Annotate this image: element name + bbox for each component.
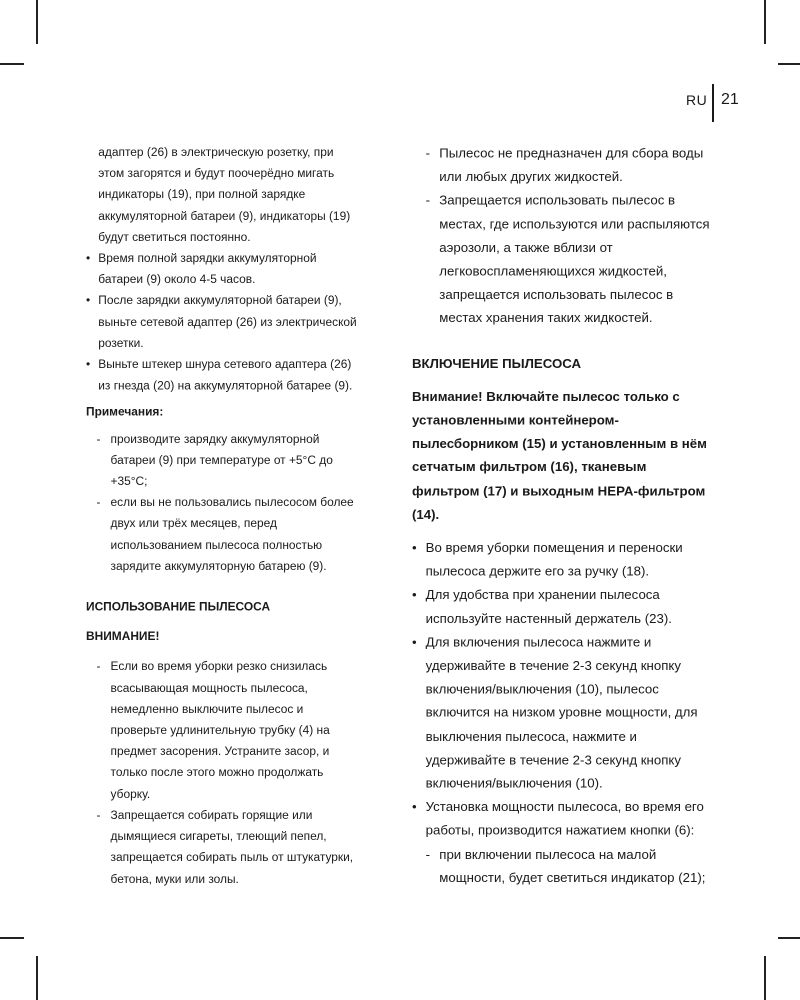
crop-mark-bottom-right-v xyxy=(764,956,766,1000)
header-divider xyxy=(712,84,714,122)
note-item: - производите зарядку аккумуляторной батареи (9) при температуре от +5°C до +35°C; xyxy=(86,428,360,492)
crop-mark-top-right-v xyxy=(764,0,766,44)
list-item: • Установка мощности пылесоса, во время его работы, производится нажатием кнопки (6): xyxy=(412,796,716,843)
list-item: • Выньте штекер шнура сетевого адаптера (26) из гнезда (20) на аккумуляторной батарее (9). xyxy=(86,354,360,396)
list-item: • Время полной зарядки аккумуляторной батареи (9) около 4-5 часов. xyxy=(86,248,360,290)
warning-item: - Пылесос не предназначен для сбора воды или любых других жидкостей. xyxy=(412,142,716,189)
left-column xyxy=(86,142,360,890)
warning-item: - Запрещается использовать пылесос в местах, где используются или распыляются аэрозоли, а также вблизи от легковоспламеняющихся жидкостей, запрещается использовать пылесос в местах хранения таких жидкостей. xyxy=(412,189,716,330)
section-heading-switch-on: ВКЛЮЧЕНИЕ ПЫЛЕСОСА xyxy=(412,355,582,371)
warning-heading: ВНИМАНИЕ! xyxy=(86,629,160,643)
notes-heading: Примечания: xyxy=(86,405,164,419)
list-item: • Для включения пылесоса нажмите и удерживайте в течение 2-3 секунд кнопку включения/выключения (10), пылесос включится на низком уровне мощности, для выключения пылесоса, нажмите и удерживайте в течение 2-3 секунд кнопку включения/выключения (10). xyxy=(412,631,716,796)
bold-warning-paragraph: Внимание! Включайте пылесос только с установленными контейнером-пылесборником (15) и установленным в нём сетчатым фильтром (16), тканевым фильтром (17) и выходным HEPA-фильтром (14). xyxy=(412,389,707,522)
page-number: 21 xyxy=(721,91,739,108)
list-item: • После зарядки аккумуляторной батареи (9), выньте сетевой адаптер (26) из электрической розетки. xyxy=(86,291,360,355)
warning-item: - Запрещается собирать горящие или дымящиеся сигареты, тлеющий пепел, запрещается собирать пыль от штукатурки, бетона, муки или золы. xyxy=(86,805,360,890)
crop-mark-bottom-left-v xyxy=(36,956,38,1000)
section-heading-usage: ИСПОЛЬЗОВАНИЕ ПЫЛЕСОСА xyxy=(86,599,271,613)
crop-mark-bottom-left-h xyxy=(0,937,24,939)
list-item: • Во время уборки помещения и переноски пылесоса держите его за ручку (18). xyxy=(412,536,716,583)
warning-item: - Если во время уборки резко снизилась всасывающая мощность пылесоса, немедленно выключите пылесос и проверьте удлинительную трубку (4) на предмет засорения. Устраните засор, и только после этого можно продолжать уборку. xyxy=(86,656,360,805)
language-code: RU xyxy=(686,92,708,108)
right-column xyxy=(412,142,716,890)
continued-paragraph: адаптер (26) в электрическую розетку, при этом загорятся и будут поочерёдно мигать индикаторы (19), при полной зарядке аккумуляторной батареи (9), индикаторы (19) будут светиться постоянно. xyxy=(98,145,351,244)
crop-mark-bottom-right-h xyxy=(778,937,800,939)
sub-list-item: - при включении пылесоса на малой мощности, будет светиться индикатор (21); xyxy=(412,843,716,890)
crop-mark-top-left-v xyxy=(36,0,38,44)
crop-mark-top-right-h xyxy=(778,63,800,65)
list-item: • Для удобства при хранении пылесоса используйте настенный держатель (23). xyxy=(412,584,716,631)
note-item: - если вы не пользовались пылесосом более двух или трёх месяцев, перед использованием пылесоса полностью зарядите аккумуляторную батарею (9). xyxy=(86,492,360,577)
crop-mark-top-left-h xyxy=(0,63,24,65)
